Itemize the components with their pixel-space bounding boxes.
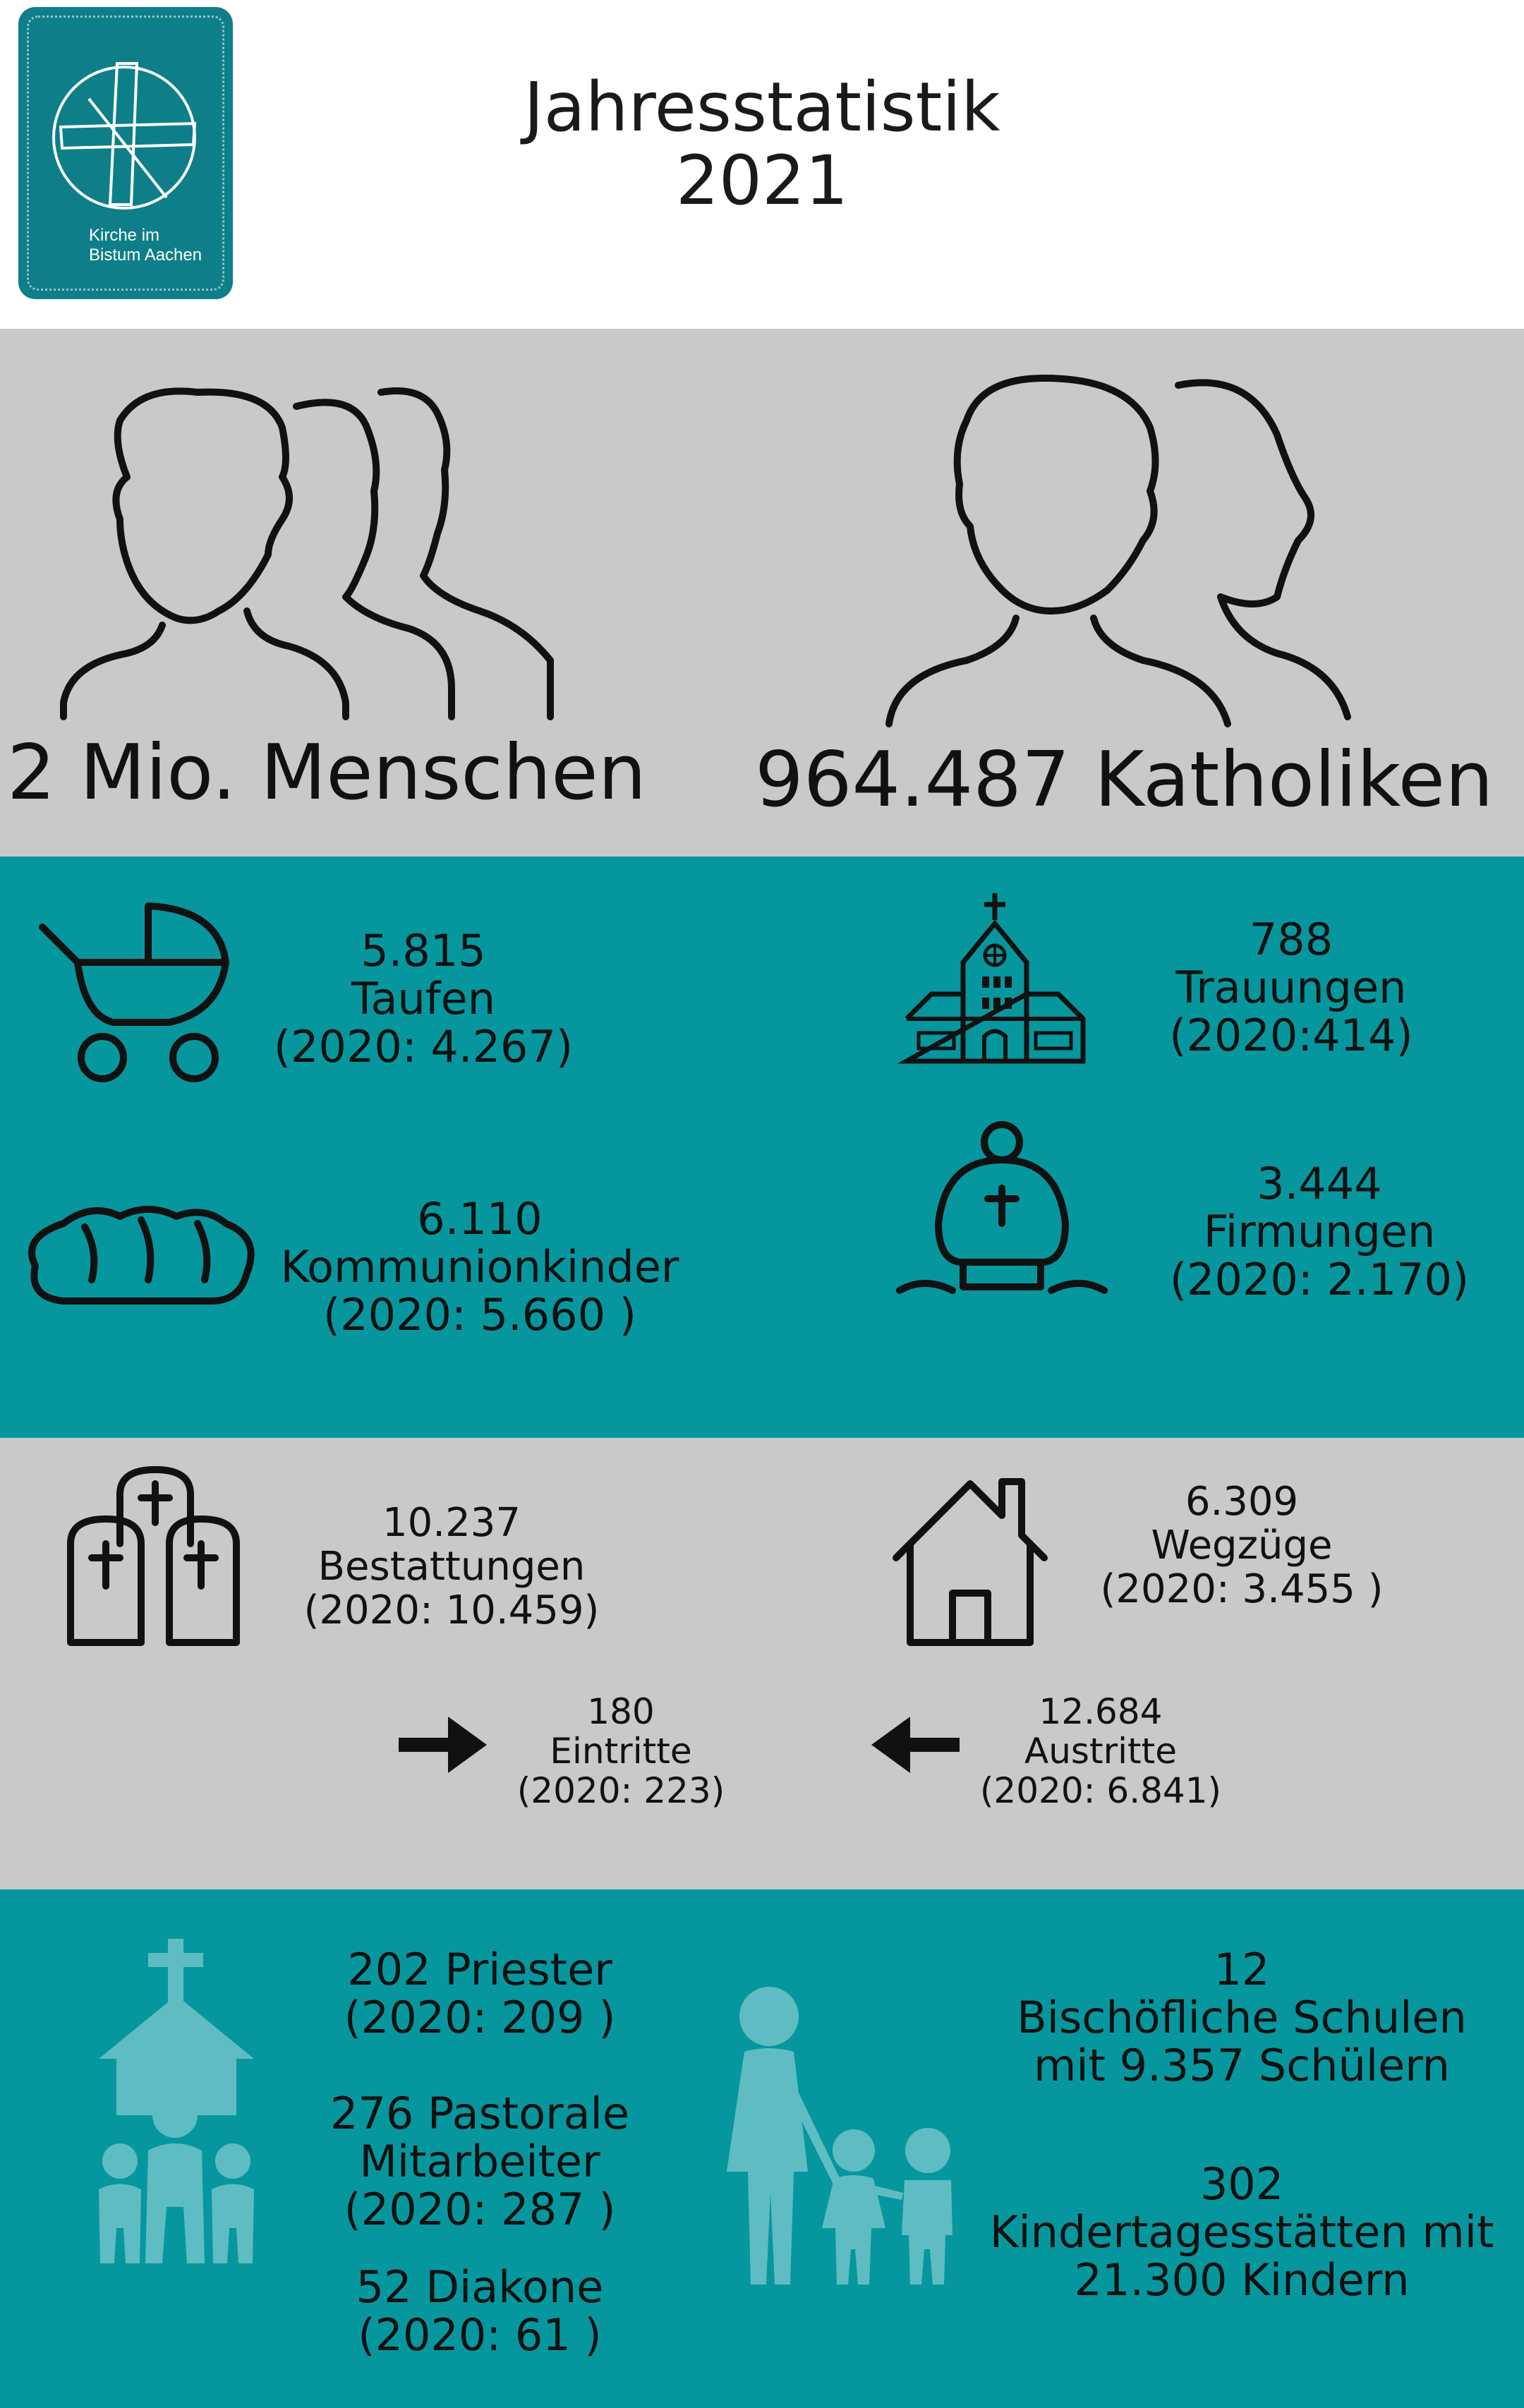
austritte-value: 12.684: [1039, 1691, 1163, 1732]
pastorale-line3: (2020: 287 ): [344, 2184, 616, 2235]
austritte-label: Austritte: [1024, 1731, 1177, 1772]
diakone-line2: (2020: 61 ): [358, 2309, 602, 2361]
trauungen-label: Trauungen: [1175, 962, 1407, 1013]
taufen-value: 5.815: [361, 925, 486, 976]
title-line2: 2021: [675, 141, 849, 220]
eintritte-prev: (2020: 223): [516, 1770, 725, 1811]
page-title: [409, 68, 1115, 220]
arrow-right-icon: [395, 1713, 490, 1777]
arrow-left-icon: [868, 1713, 963, 1777]
katholiken-label: 964.487 Katholiken: [755, 736, 1494, 824]
wegzuege-value: 6.309: [1185, 1479, 1299, 1525]
schulen-line2: Bischöfliche Schulen: [1017, 1992, 1467, 2043]
pastorale-line2: Mitarbeiter: [359, 2136, 600, 2187]
taufen-label: Taufen: [351, 973, 496, 1024]
trauungen-stat: [1101, 916, 1482, 1060]
firmungen-label: Firmungen: [1203, 1206, 1436, 1257]
couple-icon: [882, 357, 1362, 724]
mother-children-icon: [713, 1981, 981, 2292]
pastorale-line1: 276 Pastorale: [329, 2088, 630, 2139]
eintritte-value: 180: [587, 1691, 655, 1732]
header: [0, 0, 1524, 329]
logo-text-line2: Bistum Aachen: [89, 246, 202, 265]
austritte-prev: (2020: 6.841): [979, 1770, 1222, 1811]
staff-section: [0, 1889, 1524, 2408]
gravestones-icon: [64, 1466, 254, 1650]
taufen-stat: [240, 927, 607, 1071]
kitas-line2: Kindertagesstätten mit: [989, 2206, 1494, 2258]
kommunion-stat: [268, 1195, 691, 1339]
diakone-stat: [296, 2263, 663, 2359]
schulen-line1: 12: [1214, 1944, 1270, 1995]
cross-circle-logo: [40, 56, 209, 219]
priester-line2: (2020: 209 ): [344, 1992, 616, 2043]
bestattungen-stat: [282, 1501, 621, 1633]
bread-icon: [21, 1195, 261, 1308]
diakone-line1: 52 Diakone: [356, 2261, 604, 2313]
kitas-line3: 21.300 Kindern: [1074, 2254, 1410, 2306]
house-icon: [889, 1473, 1051, 1650]
church-icon: [903, 892, 1087, 1068]
taufen-prev: (2020: 4.267): [273, 1021, 574, 1072]
pastorale-stat: [296, 2090, 663, 2234]
mitre-icon: [896, 1118, 1108, 1301]
baby-carriage-icon: [28, 899, 240, 1082]
group-of-people-icon: [56, 364, 564, 717]
firmungen-prev: (2020: 2.170): [1169, 1254, 1470, 1305]
wegzuege-label: Wegzüge: [1151, 1523, 1333, 1568]
priester-stat: [296, 1946, 663, 2042]
population-section: [0, 329, 1524, 857]
eintritte-stat: [494, 1692, 748, 1810]
austritte-stat: [974, 1692, 1228, 1810]
kommunion-value: 6.110: [417, 1193, 543, 1245]
bestattungen-label: Bestattungen: [318, 1544, 586, 1590]
kitas-line1: 302: [1199, 2158, 1284, 2210]
trauungen-value: 788: [1249, 914, 1334, 965]
logo: [18, 7, 233, 299]
kommunion-label: Kommunionkinder: [280, 1241, 679, 1293]
kommunion-prev: (2020: 5.660 ): [323, 1289, 636, 1341]
firmungen-value: 3.444: [1257, 1158, 1382, 1209]
movements-section: [0, 1438, 1524, 1889]
schulen-line3: mit 9.357 Schülern: [1034, 2040, 1450, 2091]
eintritte-label: Eintritte: [550, 1731, 692, 1772]
church-family-icon: [85, 1939, 268, 2270]
logo-text-line1: Kirche im: [89, 226, 160, 245]
kitas-stat: [988, 2160, 1496, 2304]
sacraments-section: [0, 857, 1524, 1438]
wegzuege-stat: [1072, 1480, 1411, 1611]
wegzuege-prev: (2020: 3.455 ): [1100, 1566, 1384, 1612]
title-line1: Jahresstatistik: [524, 68, 1000, 147]
trauungen-prev: (2020:414): [1169, 1010, 1413, 1061]
bestattungen-value: 10.237: [382, 1500, 521, 1546]
firmungen-stat: [1129, 1160, 1510, 1304]
menschen-label: 2 Mio. Menschen: [7, 729, 647, 817]
schulen-stat: [988, 1946, 1496, 2090]
priester-line1: 202 Priester: [347, 1944, 612, 1995]
bestattungen-prev: (2020: 10.459): [303, 1587, 600, 1633]
